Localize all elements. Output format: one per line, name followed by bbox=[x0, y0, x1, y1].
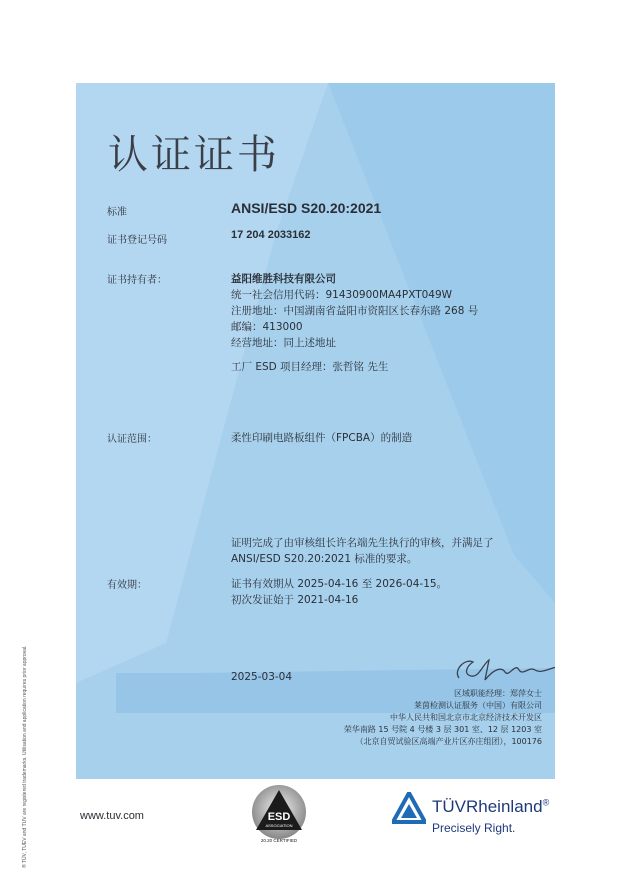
esd-logo-text: ESD bbox=[267, 811, 291, 823]
audit-statement-line1: 证明完成了由审核组长许名端先生执行的审核，并满足了 bbox=[231, 537, 494, 549]
tuv-triangle-icon bbox=[392, 792, 426, 824]
website-url: www.tuv.com bbox=[80, 810, 144, 822]
tuv-brand-name: TÜVRheinland bbox=[432, 797, 543, 816]
scope-label: 认证范围： bbox=[107, 434, 157, 445]
issuer-line4: （北京自贸试验区高端产业片区亦庄组团），100176 bbox=[355, 737, 542, 746]
issuer-line1: 莱茵检测认证服务（中国）有限公司 bbox=[414, 701, 542, 710]
tuv-brand-mark: ® bbox=[542, 797, 550, 808]
tuv-slogan: Precisely Right. bbox=[432, 821, 516, 835]
holder-business-address: 经营地址：同上述地址 bbox=[231, 337, 336, 349]
certificate-title: 认证证书 bbox=[108, 132, 280, 178]
esd-logo-certified: 20.20 CERTIFIED bbox=[260, 838, 298, 843]
standard-value: ANSI/ESD S20.20:2021 bbox=[231, 200, 382, 216]
signature-icon bbox=[449, 652, 555, 686]
validity-period: 证书有效期从 2025-04-16 至 2026-04-15。 bbox=[231, 578, 448, 590]
holder-company: 益阳维胜科技有限公司 bbox=[231, 273, 336, 285]
registration-label: 证书登记号码 bbox=[107, 235, 167, 246]
issuer-line2: 中华人民共和国北京市北京经济技术开发区 bbox=[390, 713, 542, 722]
esd-logo-association: ASSOCIATION bbox=[265, 823, 293, 828]
standard-label: 标准 bbox=[107, 207, 127, 218]
holder-postcode: 邮编：413000 bbox=[231, 321, 303, 333]
registration-value: 17 204 2033162 bbox=[231, 229, 311, 241]
issue-date: 2025-03-04 bbox=[231, 671, 293, 683]
issuer-line3: 荣华南路 15 号院 4 号楼 3 层 301 室、12 层 1203 室 bbox=[343, 725, 542, 734]
scope-value: 柔性印刷电路板组件（FPCBA）的制造 bbox=[231, 432, 413, 444]
esd-manager: 工厂 ESD 项目经理：张哲铭 先生 bbox=[231, 361, 389, 373]
tuv-brand bbox=[432, 797, 549, 817]
audit-statement-line2: ANSI/ESD S20.20:2021 标准的要求。 bbox=[231, 553, 418, 565]
holder-label: 证书持有者： bbox=[107, 275, 167, 286]
holder-credit-code: 统一社会信用代码：91430900MA4PXT049W bbox=[231, 289, 453, 301]
certificate-panel bbox=[76, 83, 555, 779]
validity-label: 有效期： bbox=[107, 580, 147, 591]
holder-address: 注册地址：中国湖南省益阳市资阳区长春东路 268 号 bbox=[231, 305, 479, 317]
signer: 区域职能经理：郑萍女士 bbox=[454, 689, 542, 698]
initial-issue: 初次发证始于 2021-04-16 bbox=[231, 594, 359, 606]
esd-certified-logo bbox=[244, 784, 314, 844]
trademark-note: ® TÜV, TUEV and TUV are registered trademarks. Utilisation and application requires prior approval. bbox=[22, 645, 28, 868]
